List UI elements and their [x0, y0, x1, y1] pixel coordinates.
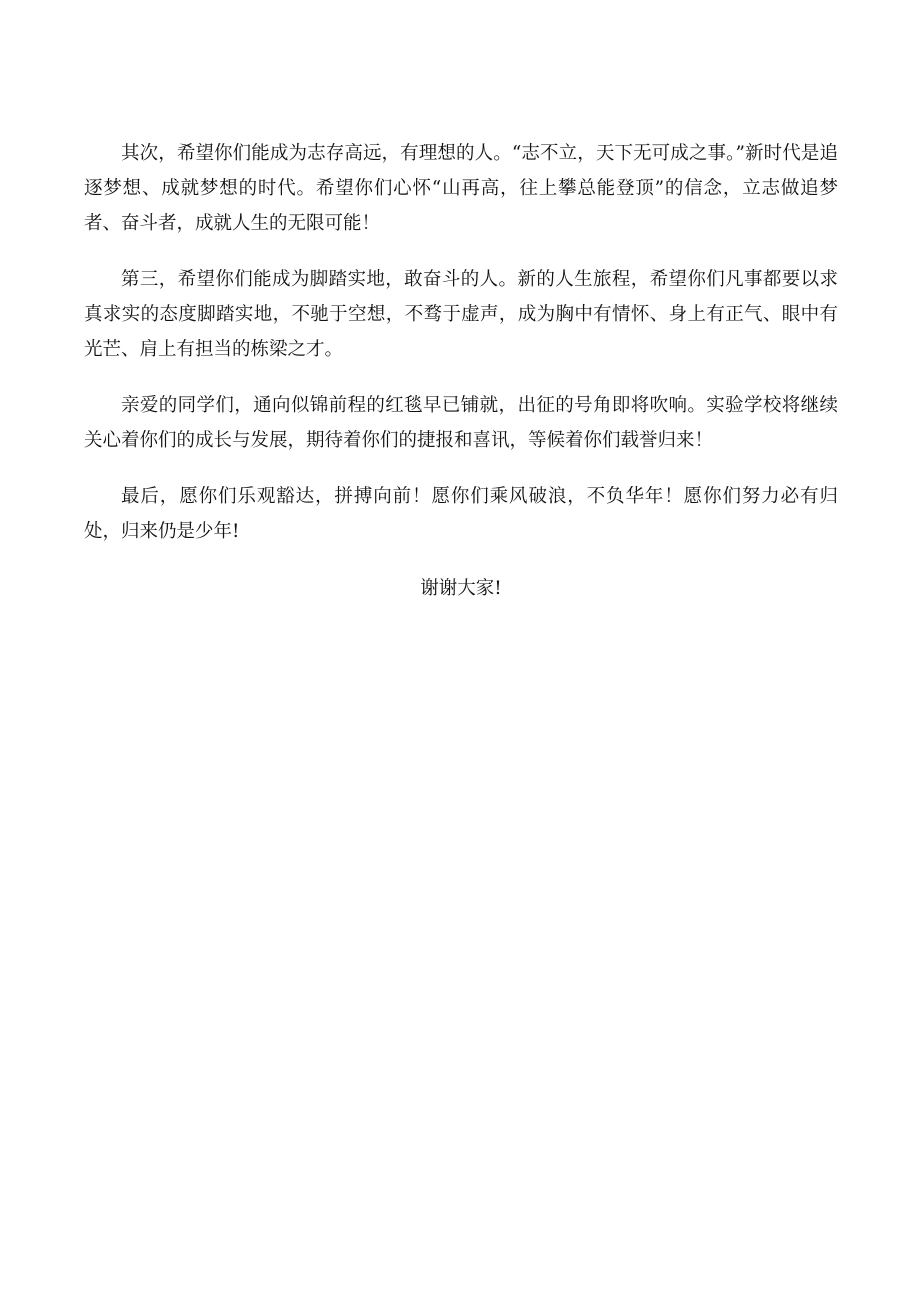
paragraph-finally: 最后，愿你们乐观豁达，拼搏向前！愿你们乘风破浪，不负华年！愿你们努力必有归处，归来仍是少年! [84, 486, 838, 542]
paragraph-third-hope: 第三，希望你们能成为脚踏实地，敢奋斗的人。新的人生旅程，希望你们凡事都要以求真求实的态度脚踏实地，不驰于空想，不骛于虚声，成为胸中有情怀、身上有正气、眼中有光芒、肩上有担当的栋梁之才。 [84, 269, 838, 360]
closing-thanks: 谢谢大家! [420, 578, 502, 599]
paragraph-dear-students: 亲爱的同学们，通向似锦前程的红毯早已铺就，出征的号角即将吹响。实验学校将继续关心着你们的成长与发展，期待着你们的捷报和喜讯，等候着你们载誉归来！ [84, 395, 838, 451]
paragraph-second-hope: 其次，希望你们能成为志存高远，有理想的人。“志不立，天下无可成之事。”新时代是追逐梦想、成就梦想的时代。希望你们心怀“山再高，往上攀总能登顶”的信念，立志做追梦者、奋斗者，成就人生的无限可能！ [84, 143, 838, 234]
document-body [84, 136, 838, 606]
